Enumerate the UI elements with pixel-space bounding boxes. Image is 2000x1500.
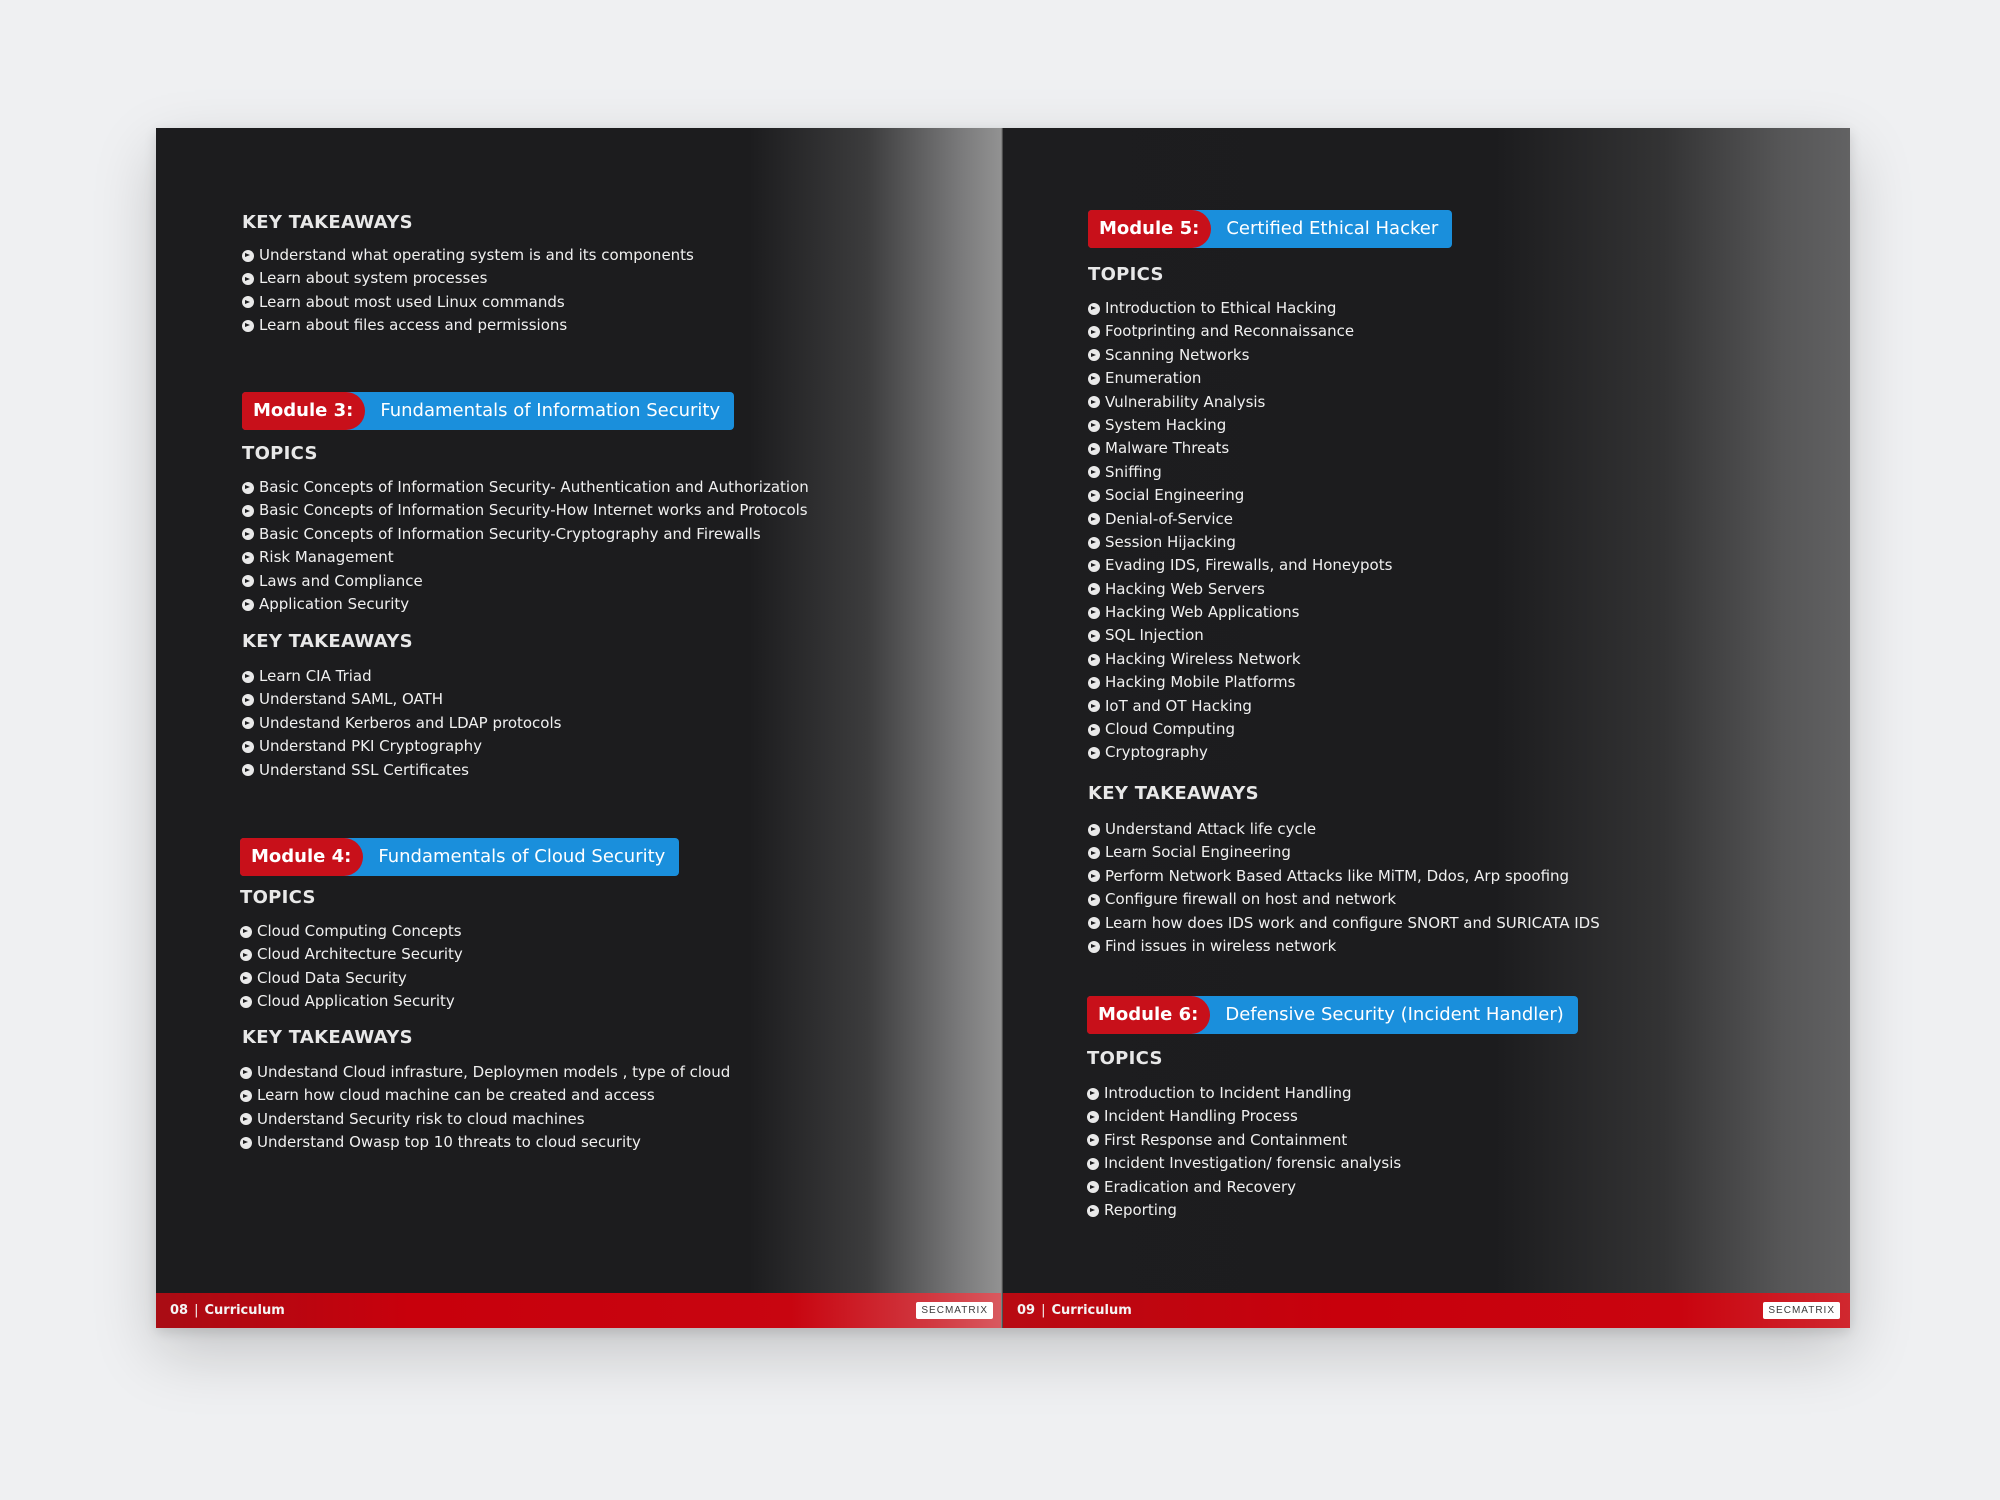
- list-item: [1087, 1129, 1401, 1152]
- list-item: [242, 759, 561, 782]
- list-item: [1088, 414, 1392, 437]
- list-item: [240, 1061, 730, 1084]
- list-item: [242, 476, 809, 499]
- list-item: [1088, 888, 1600, 911]
- list-item-text: First Response and Containment: [1104, 1130, 1348, 1149]
- chevron-bullet-icon: [1088, 420, 1100, 432]
- list-item-text: Learn how cloud machine can be created and access: [257, 1086, 655, 1105]
- chevron-bullet-icon: [240, 1137, 252, 1149]
- secmatrix-logo: SECMATRIX: [916, 1302, 993, 1319]
- list-item: [1088, 508, 1392, 531]
- chevron-bullet-icon: [240, 926, 252, 938]
- list-item-text: Understand SSL Certificates: [259, 760, 469, 779]
- module-4-takeaways-list: [240, 1061, 730, 1155]
- module-3-badge: [242, 392, 734, 430]
- list-item-text: Cryptography: [1105, 743, 1208, 762]
- chevron-bullet-icon: [240, 1090, 252, 1102]
- chevron-bullet-icon: [1087, 1088, 1099, 1100]
- list-item: [1088, 554, 1392, 577]
- list-item: [242, 244, 694, 267]
- list-item-text: Hacking Wireless Network: [1105, 649, 1301, 668]
- list-item: [242, 291, 694, 314]
- list-item: [1088, 531, 1392, 554]
- chevron-bullet-icon: [242, 528, 254, 540]
- list-item-text: Social Engineering: [1105, 486, 1245, 505]
- list-item-text: Understand SAML, OATH: [259, 690, 444, 709]
- list-item-text: Understand Owasp top 10 threats to cloud security: [257, 1133, 641, 1152]
- list-item-text: Hacking Mobile Platforms: [1105, 673, 1296, 692]
- list-item: [1088, 865, 1600, 888]
- chevron-bullet-icon: [1088, 747, 1100, 759]
- footer-separator: |: [1041, 1303, 1046, 1318]
- list-item: [1087, 1152, 1401, 1175]
- list-item: [1088, 484, 1392, 507]
- list-item-text: Basic Concepts of Information Security-Cryptography and Firewalls: [259, 524, 761, 543]
- chevron-bullet-icon: [242, 694, 254, 706]
- list-item: [242, 314, 694, 337]
- chevron-bullet-icon: [1088, 396, 1100, 408]
- chevron-bullet-icon: [242, 575, 254, 587]
- list-item-text: Application Security: [259, 594, 410, 613]
- list-item-text: Learn about files access and permissions: [259, 316, 568, 335]
- list-item-text: Perform Network Based Attacks like MiTM, Ddos, Arp spoofing: [1105, 866, 1570, 885]
- chevron-bullet-icon: [242, 671, 254, 683]
- list-item-text: Reporting: [1104, 1200, 1177, 1219]
- list-item: [242, 570, 809, 593]
- chevron-bullet-icon: [1088, 677, 1100, 689]
- module-title: Fundamentals of Cloud Security: [378, 846, 666, 867]
- list-item: [242, 523, 809, 546]
- module-title: Fundamentals of Information Security: [380, 400, 721, 421]
- chevron-bullet-icon: [242, 764, 254, 776]
- topics-heading: TOPICS: [1087, 1048, 1163, 1069]
- list-item-text: Learn about system processes: [259, 269, 488, 288]
- key-takeaways-heading: KEY TAKEAWAYS: [242, 212, 413, 233]
- chevron-bullet-icon: [1088, 583, 1100, 595]
- page-footer: [1003, 1293, 1850, 1328]
- list-item: [1088, 320, 1392, 343]
- chevron-bullet-icon: [1088, 373, 1100, 385]
- list-item-text: Learn Social Engineering: [1105, 843, 1291, 862]
- page-number: 09: [1017, 1303, 1036, 1318]
- list-item: [1087, 1105, 1401, 1128]
- list-item: [1088, 718, 1392, 741]
- list-item-text: Undestand Kerberos and LDAP protocols: [259, 713, 562, 732]
- key-takeaways-heading: KEY TAKEAWAYS: [1088, 783, 1259, 804]
- module-5-badge: [1088, 210, 1452, 248]
- chevron-bullet-icon: [1088, 700, 1100, 712]
- list-item: [242, 546, 809, 569]
- list-item: [240, 1108, 730, 1131]
- list-item: [242, 735, 561, 758]
- chevron-bullet-icon: [240, 949, 252, 961]
- chevron-bullet-icon: [1088, 513, 1100, 525]
- list-item-text: Understand Security risk to cloud machines: [257, 1109, 585, 1128]
- chevron-bullet-icon: [1088, 349, 1100, 361]
- list-item-text: Laws and Compliance: [259, 571, 423, 590]
- chevron-bullet-icon: [242, 296, 254, 308]
- list-item-text: Session Hijacking: [1105, 532, 1236, 551]
- list-item-text: Configure firewall on host and network: [1105, 890, 1397, 909]
- list-item-text: Incident Handling Process: [1104, 1107, 1298, 1126]
- chevron-bullet-icon: [242, 552, 254, 564]
- module-number: Module 4:: [240, 838, 363, 876]
- chevron-bullet-icon: [242, 717, 254, 729]
- chevron-bullet-icon: [1088, 303, 1100, 315]
- list-item-text: IoT and OT Hacking: [1105, 696, 1252, 715]
- list-item-text: Learn CIA Triad: [259, 667, 372, 685]
- list-item-text: Find issues in wireless network: [1105, 936, 1337, 955]
- list-item: [240, 1084, 730, 1107]
- list-item: [1088, 367, 1392, 390]
- chevron-bullet-icon: [1088, 537, 1100, 549]
- list-item: [1088, 741, 1392, 764]
- module-4-topics-list: [240, 920, 463, 1014]
- list-item-text: Hacking Web Applications: [1105, 603, 1300, 622]
- chevron-bullet-icon: [242, 273, 254, 285]
- list-item-text: Footprinting and Reconnaissance: [1105, 322, 1355, 341]
- list-item-text: Learn about most used Linux commands: [259, 292, 565, 311]
- list-item-text: Cloud Computing: [1105, 720, 1235, 739]
- footer-separator: |: [194, 1303, 199, 1318]
- list-item-text: Cloud Application Security: [257, 992, 455, 1011]
- module-title: Certified Ethical Hacker: [1226, 218, 1439, 239]
- chevron-bullet-icon: [1088, 917, 1100, 929]
- list-item-text: Hacking Web Servers: [1105, 579, 1265, 598]
- list-item: [240, 943, 463, 966]
- list-item: [242, 712, 561, 735]
- chevron-bullet-icon: [240, 1067, 252, 1079]
- list-item: [1088, 935, 1600, 958]
- list-item: [1088, 297, 1392, 320]
- list-item: [242, 665, 561, 688]
- module-5-topics-list: [1088, 297, 1392, 765]
- list-item: [240, 990, 463, 1013]
- module-number: Module 5:: [1088, 210, 1211, 248]
- topics-heading: TOPICS: [1088, 264, 1164, 285]
- list-item-text: Introduction to Incident Handling: [1104, 1084, 1352, 1102]
- list-item: [1088, 461, 1392, 484]
- chevron-bullet-icon: [1087, 1181, 1099, 1193]
- list-item: [1088, 695, 1392, 718]
- list-item-text: Denial-of-Service: [1105, 509, 1233, 528]
- list-item: [1088, 624, 1392, 647]
- secmatrix-logo: SECMATRIX: [1763, 1302, 1840, 1319]
- module-6-badge: [1087, 996, 1578, 1034]
- key-takeaways-heading: KEY TAKEAWAYS: [242, 1027, 413, 1048]
- list-item: [1088, 578, 1392, 601]
- chevron-bullet-icon: [240, 996, 252, 1008]
- list-item-text: Introduction to Ethical Hacking: [1105, 299, 1337, 317]
- page-footer: [156, 1293, 1003, 1328]
- list-item: [240, 967, 463, 990]
- list-item-text: Basic Concepts of Information Security- Authentication and Authorization: [259, 478, 809, 496]
- list-item: [1088, 391, 1392, 414]
- chevron-bullet-icon: [1087, 1134, 1099, 1146]
- list-item-text: Understand PKI Cryptography: [259, 737, 483, 756]
- right-page: [1003, 128, 1850, 1328]
- chevron-bullet-icon: [1088, 607, 1100, 619]
- list-item-text: Evading IDS, Firewalls, and Honeypots: [1105, 556, 1393, 575]
- chevron-bullet-icon: [1087, 1158, 1099, 1170]
- key-takeaways-heading: KEY TAKEAWAYS: [242, 631, 413, 652]
- list-item-text: Cloud Architecture Security: [257, 945, 463, 964]
- list-item-text: Undestand Cloud infrasture, Deploymen models , type of cloud: [257, 1063, 731, 1081]
- list-item: [240, 1131, 730, 1154]
- list-item-text: Enumeration: [1105, 369, 1202, 388]
- list-item-text: Cloud Data Security: [257, 968, 407, 987]
- brochure-spread: [156, 128, 1850, 1328]
- list-item-text: Malware Threats: [1105, 439, 1230, 458]
- chevron-bullet-icon: [1088, 654, 1100, 666]
- module-number: Module 6:: [1087, 996, 1210, 1034]
- list-item: [240, 920, 463, 943]
- list-item: [1088, 601, 1392, 624]
- chevron-bullet-icon: [1087, 1111, 1099, 1123]
- chevron-bullet-icon: [1088, 326, 1100, 338]
- topics-heading: TOPICS: [240, 887, 316, 908]
- module-title: Defensive Security (Incident Handler): [1225, 1004, 1564, 1025]
- module-3-takeaways-list: [242, 665, 561, 782]
- topics-heading: TOPICS: [242, 443, 318, 464]
- chevron-bullet-icon: [1088, 466, 1100, 478]
- list-item-text: Cloud Computing Concepts: [257, 922, 462, 940]
- list-item: [242, 499, 809, 522]
- list-item-text: Incident Investigation/ forensic analysis: [1104, 1154, 1402, 1173]
- chevron-bullet-icon: [1088, 824, 1100, 836]
- chevron-bullet-icon: [242, 505, 254, 517]
- list-item: [1088, 818, 1600, 841]
- chevron-bullet-icon: [1088, 560, 1100, 572]
- chevron-bullet-icon: [1088, 490, 1100, 502]
- chevron-bullet-icon: [1088, 847, 1100, 859]
- list-item-text: SQL Injection: [1105, 626, 1204, 645]
- chevron-bullet-icon: [242, 250, 254, 262]
- chevron-bullet-icon: [240, 1113, 252, 1125]
- list-item-text: Eradication and Recovery: [1104, 1177, 1297, 1196]
- list-item: [1087, 1199, 1401, 1222]
- module-number: Module 3:: [242, 392, 365, 430]
- list-item-text: Understand what operating system is and its components: [259, 246, 694, 264]
- chevron-bullet-icon: [1087, 1205, 1099, 1217]
- chevron-bullet-icon: [1088, 894, 1100, 906]
- list-item-text: Vulnerability Analysis: [1105, 392, 1266, 411]
- list-item-text: Scanning Networks: [1105, 345, 1250, 364]
- chevron-bullet-icon: [1088, 630, 1100, 642]
- chevron-bullet-icon: [242, 320, 254, 332]
- footer-section: Curriculum: [1051, 1303, 1132, 1318]
- list-item-text: Sniffing: [1105, 462, 1162, 481]
- chevron-bullet-icon: [1088, 941, 1100, 953]
- chevron-bullet-icon: [242, 741, 254, 753]
- module-5-takeaways-list: [1088, 818, 1600, 958]
- list-item: [1088, 841, 1600, 864]
- chevron-bullet-icon: [242, 599, 254, 611]
- footer-section: Curriculum: [204, 1303, 285, 1318]
- list-item: [1088, 437, 1392, 460]
- chevron-bullet-icon: [1088, 870, 1100, 882]
- list-item: [242, 267, 694, 290]
- list-item-text: Basic Concepts of Information Security-How Internet works and Protocols: [259, 501, 808, 520]
- left-page: [156, 128, 1003, 1328]
- footer-label: [170, 1303, 285, 1318]
- list-item: [1088, 912, 1600, 935]
- module-6-topics-list: [1087, 1082, 1401, 1222]
- chevron-bullet-icon: [1088, 724, 1100, 736]
- chevron-bullet-icon: [240, 972, 252, 984]
- list-item: [1088, 344, 1392, 367]
- list-item-text: Understand Attack life cycle: [1105, 820, 1317, 838]
- list-item-text: Learn how does IDS work and configure SNORT and SURICATA IDS: [1105, 913, 1600, 932]
- list-item: [1088, 648, 1392, 671]
- list-item: [1087, 1176, 1401, 1199]
- list-item-text: System Hacking: [1105, 415, 1227, 434]
- list-item: [1088, 671, 1392, 694]
- list-item-text: Risk Management: [259, 548, 394, 567]
- module-3-topics-list: [242, 476, 809, 616]
- list-item: [1087, 1082, 1401, 1105]
- module-4-badge: [240, 838, 679, 876]
- page-number: 08: [170, 1303, 189, 1318]
- footer-label: [1017, 1303, 1132, 1318]
- list-item: [242, 688, 561, 711]
- key-takeaways-list: [242, 244, 694, 338]
- chevron-bullet-icon: [242, 482, 254, 494]
- list-item: [242, 593, 809, 616]
- chevron-bullet-icon: [1088, 443, 1100, 455]
